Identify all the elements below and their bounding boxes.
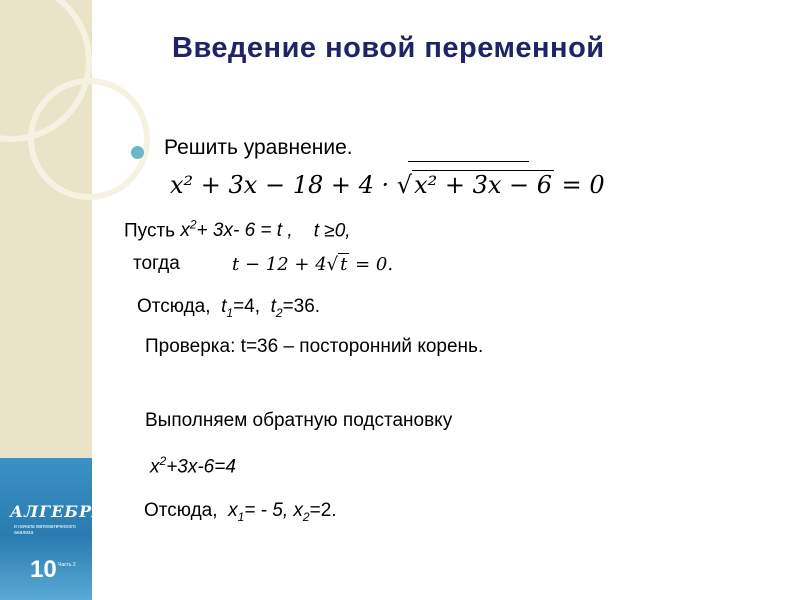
underline (408, 161, 529, 162)
decorative-ring-icon (28, 78, 150, 200)
result2-label: Отсюда, (144, 500, 218, 521)
let-condition: t ≥0, (313, 220, 351, 242)
task-text: Решить уравнение. (164, 136, 353, 159)
textbook-cover (0, 458, 107, 600)
result2-line: Отсюда, $x_1= - 5$, $x_2=2$. (144, 500, 337, 524)
result1-label: Отсюда, (137, 296, 211, 317)
then-equation: t − 12 + 4√ t = 0. (232, 254, 394, 275)
back-equation: $x^2+3x-6=4$ (150, 454, 236, 478)
book-part: Часть 2 (58, 562, 76, 568)
then-label: тогда (133, 253, 180, 274)
book-grade: 10 (30, 556, 57, 583)
let-expr: $x^2+ 3x-$ 6 = t , (180, 218, 293, 242)
slide-title: Введение новой переменной (172, 32, 605, 64)
equation-rhs: = 0 (554, 171, 605, 199)
equation-radicand: x² + 3x − 6 (414, 171, 553, 199)
book-title: АЛГЕБРА (10, 502, 107, 521)
decorative-sidebar (0, 0, 107, 600)
let-line (124, 218, 351, 242)
book-subtitle: и начала математического анализа (14, 524, 76, 536)
back-substitution-line: Выполняем обратную подстановку (145, 410, 453, 431)
equation-lhs: x² + 3x − 18 + 4 · (170, 171, 397, 199)
main-equation: x² + 3x − 18 + 4 · √x² + 3x − 6 = 0 (170, 171, 605, 199)
result1-line: Отсюда, $t_1=4$, $t_2=36$. (137, 296, 321, 320)
let-label: Пусть (124, 220, 176, 242)
check-line: Проверка: t=36 – посторонний корень. (145, 336, 484, 357)
bullet-icon (131, 146, 144, 159)
